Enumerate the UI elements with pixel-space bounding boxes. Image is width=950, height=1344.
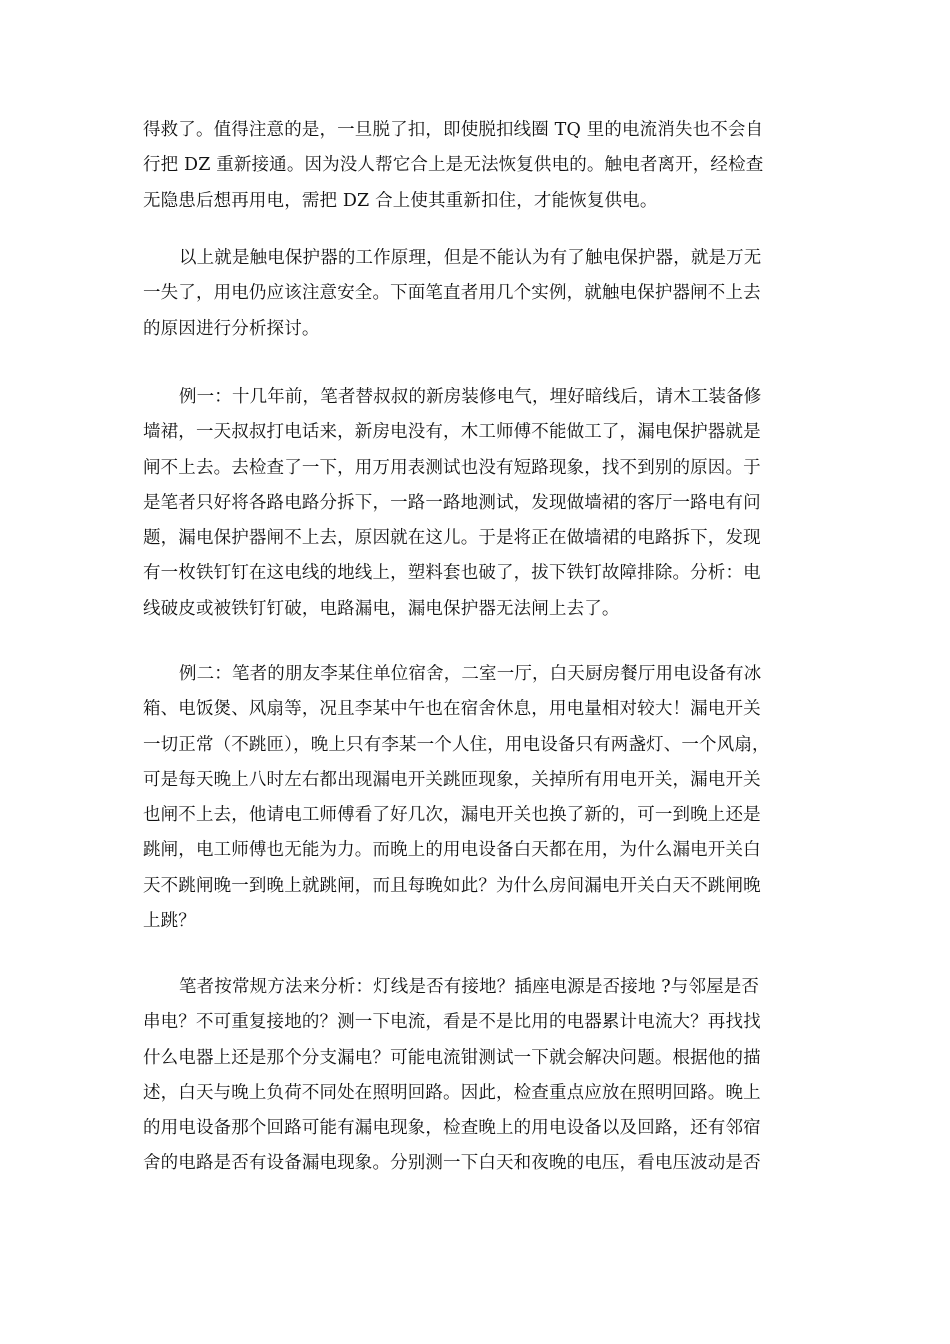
text-line: 舍的电路是否有设备漏电现象。分别测一下白天和夜晚的电压，看电压波动是否 — [143, 1153, 761, 1174]
text-line: 一失了，用电仍应该注意安全。下面笔直者用几个实例，就触电保护器闸不上去 — [143, 283, 761, 304]
text-line: 上跳？ — [143, 911, 196, 932]
text-line: 可是每天晚上八时左右都出现漏电开关跳匝现象，关掉所有用电开关，漏电开关 — [143, 769, 761, 790]
text-line: 的用电设备那个回路可能有漏电现象，检查晚上的用电设备以及回路，还有邻宿 — [143, 1118, 761, 1139]
text-line: 题，漏电保护器闸不上去，原因就在这儿。于是将正在做墙裙的电路拆下，发现 — [143, 528, 761, 549]
text-line: 行把 DZ 重新接通。因为没人帮它合上是无法恢复供电的。触电者离开，经检查 — [143, 155, 764, 176]
text-line: 线破皮或被铁钉钉破，电路漏电，漏电保护器无法闸上去了。 — [143, 598, 620, 619]
text-line: 闸不上去。去检查了一下，用万用表测试也没有短路现象，找不到别的原因。于 — [143, 457, 761, 478]
text-line: 跳闸，电工师傅也无能为力。而晚上的用电设备白天都在用，为什么漏电开关白 — [143, 840, 761, 861]
paragraph-4 — [143, 657, 811, 939]
text-line: 例二：笔者的朋友李某住单位宿舍，二室一厅，白天厨房餐厅用电设备有冰 — [179, 664, 762, 684]
paragraph-3 — [143, 380, 811, 627]
text-line: 例一：十几年前，笔者替叔叔的新房装修电气，埋好暗线后，请木工装备修 — [179, 387, 762, 407]
text-line: 一切正常（不跳匝），晚上只有李某一个人住，用电设备只有两盏灯、一个风扇， — [143, 734, 770, 755]
text-line: 天不跳闸晚一到晚上就跳闸，而且每晚如此？为什么房间漏电开关白天不跳闸晚 — [143, 875, 761, 896]
text-line: 什么电器上还是那个分支漏电？可能电流钳测试一下就会解决问题。根据他的描 — [143, 1047, 761, 1068]
paragraph-5 — [143, 970, 811, 1182]
text-line: 无隐患后想再用电，需把 DZ 合上使其重新扣住，才能恢复供电。 — [143, 190, 658, 211]
text-line: 的原因进行分析探讨。 — [143, 318, 320, 339]
text-line: 笔者按常规方法来分析：灯线是否有接地？插座电源是否接地 ?与邻屋是否 — [179, 977, 760, 997]
text-line: 箱、电饭煲、风扇等，况且李某中午也在宿舍休息，用电量相对较大！漏电开关 — [143, 699, 761, 720]
text-line: 以上就是触电保护器的工作原理，但是不能认为有了触电保护器，就是万无 — [179, 248, 762, 268]
paragraph-2 — [143, 241, 811, 347]
text-line: 得救了。值得注意的是，一旦脱了扣，即使脱扣线圈 TQ 里的电流消失也不会自 — [143, 120, 764, 140]
text-line: 也闸不上去，他请电工师傅看了好几次，漏电开关也换了新的，可一到晚上还是 — [143, 805, 761, 826]
text-line: 有一枚铁钉钉在这电线的地线上，塑料套也破了，拔下铁钉故障排除。分析：电 — [143, 563, 761, 584]
text-line: 述，白天与晚上负荷不同处在照明回路。因此，检查重点应放在照明回路。晚上 — [143, 1082, 761, 1103]
text-line: 墙裙，一天叔叔打电话来，新房电没有，木工师傅不能做工了，漏电保护器就是 — [143, 422, 761, 443]
paragraph-1 — [143, 113, 811, 219]
text-line: 是笔者只好将各路电路分拆下，一路一路地测试，发现做墙裙的客厅一路电有问 — [143, 492, 761, 513]
text-line: 串电？不可重复接地的？测一下电流，看是不是比用的电器累计电流大？再找找 — [143, 1012, 761, 1033]
